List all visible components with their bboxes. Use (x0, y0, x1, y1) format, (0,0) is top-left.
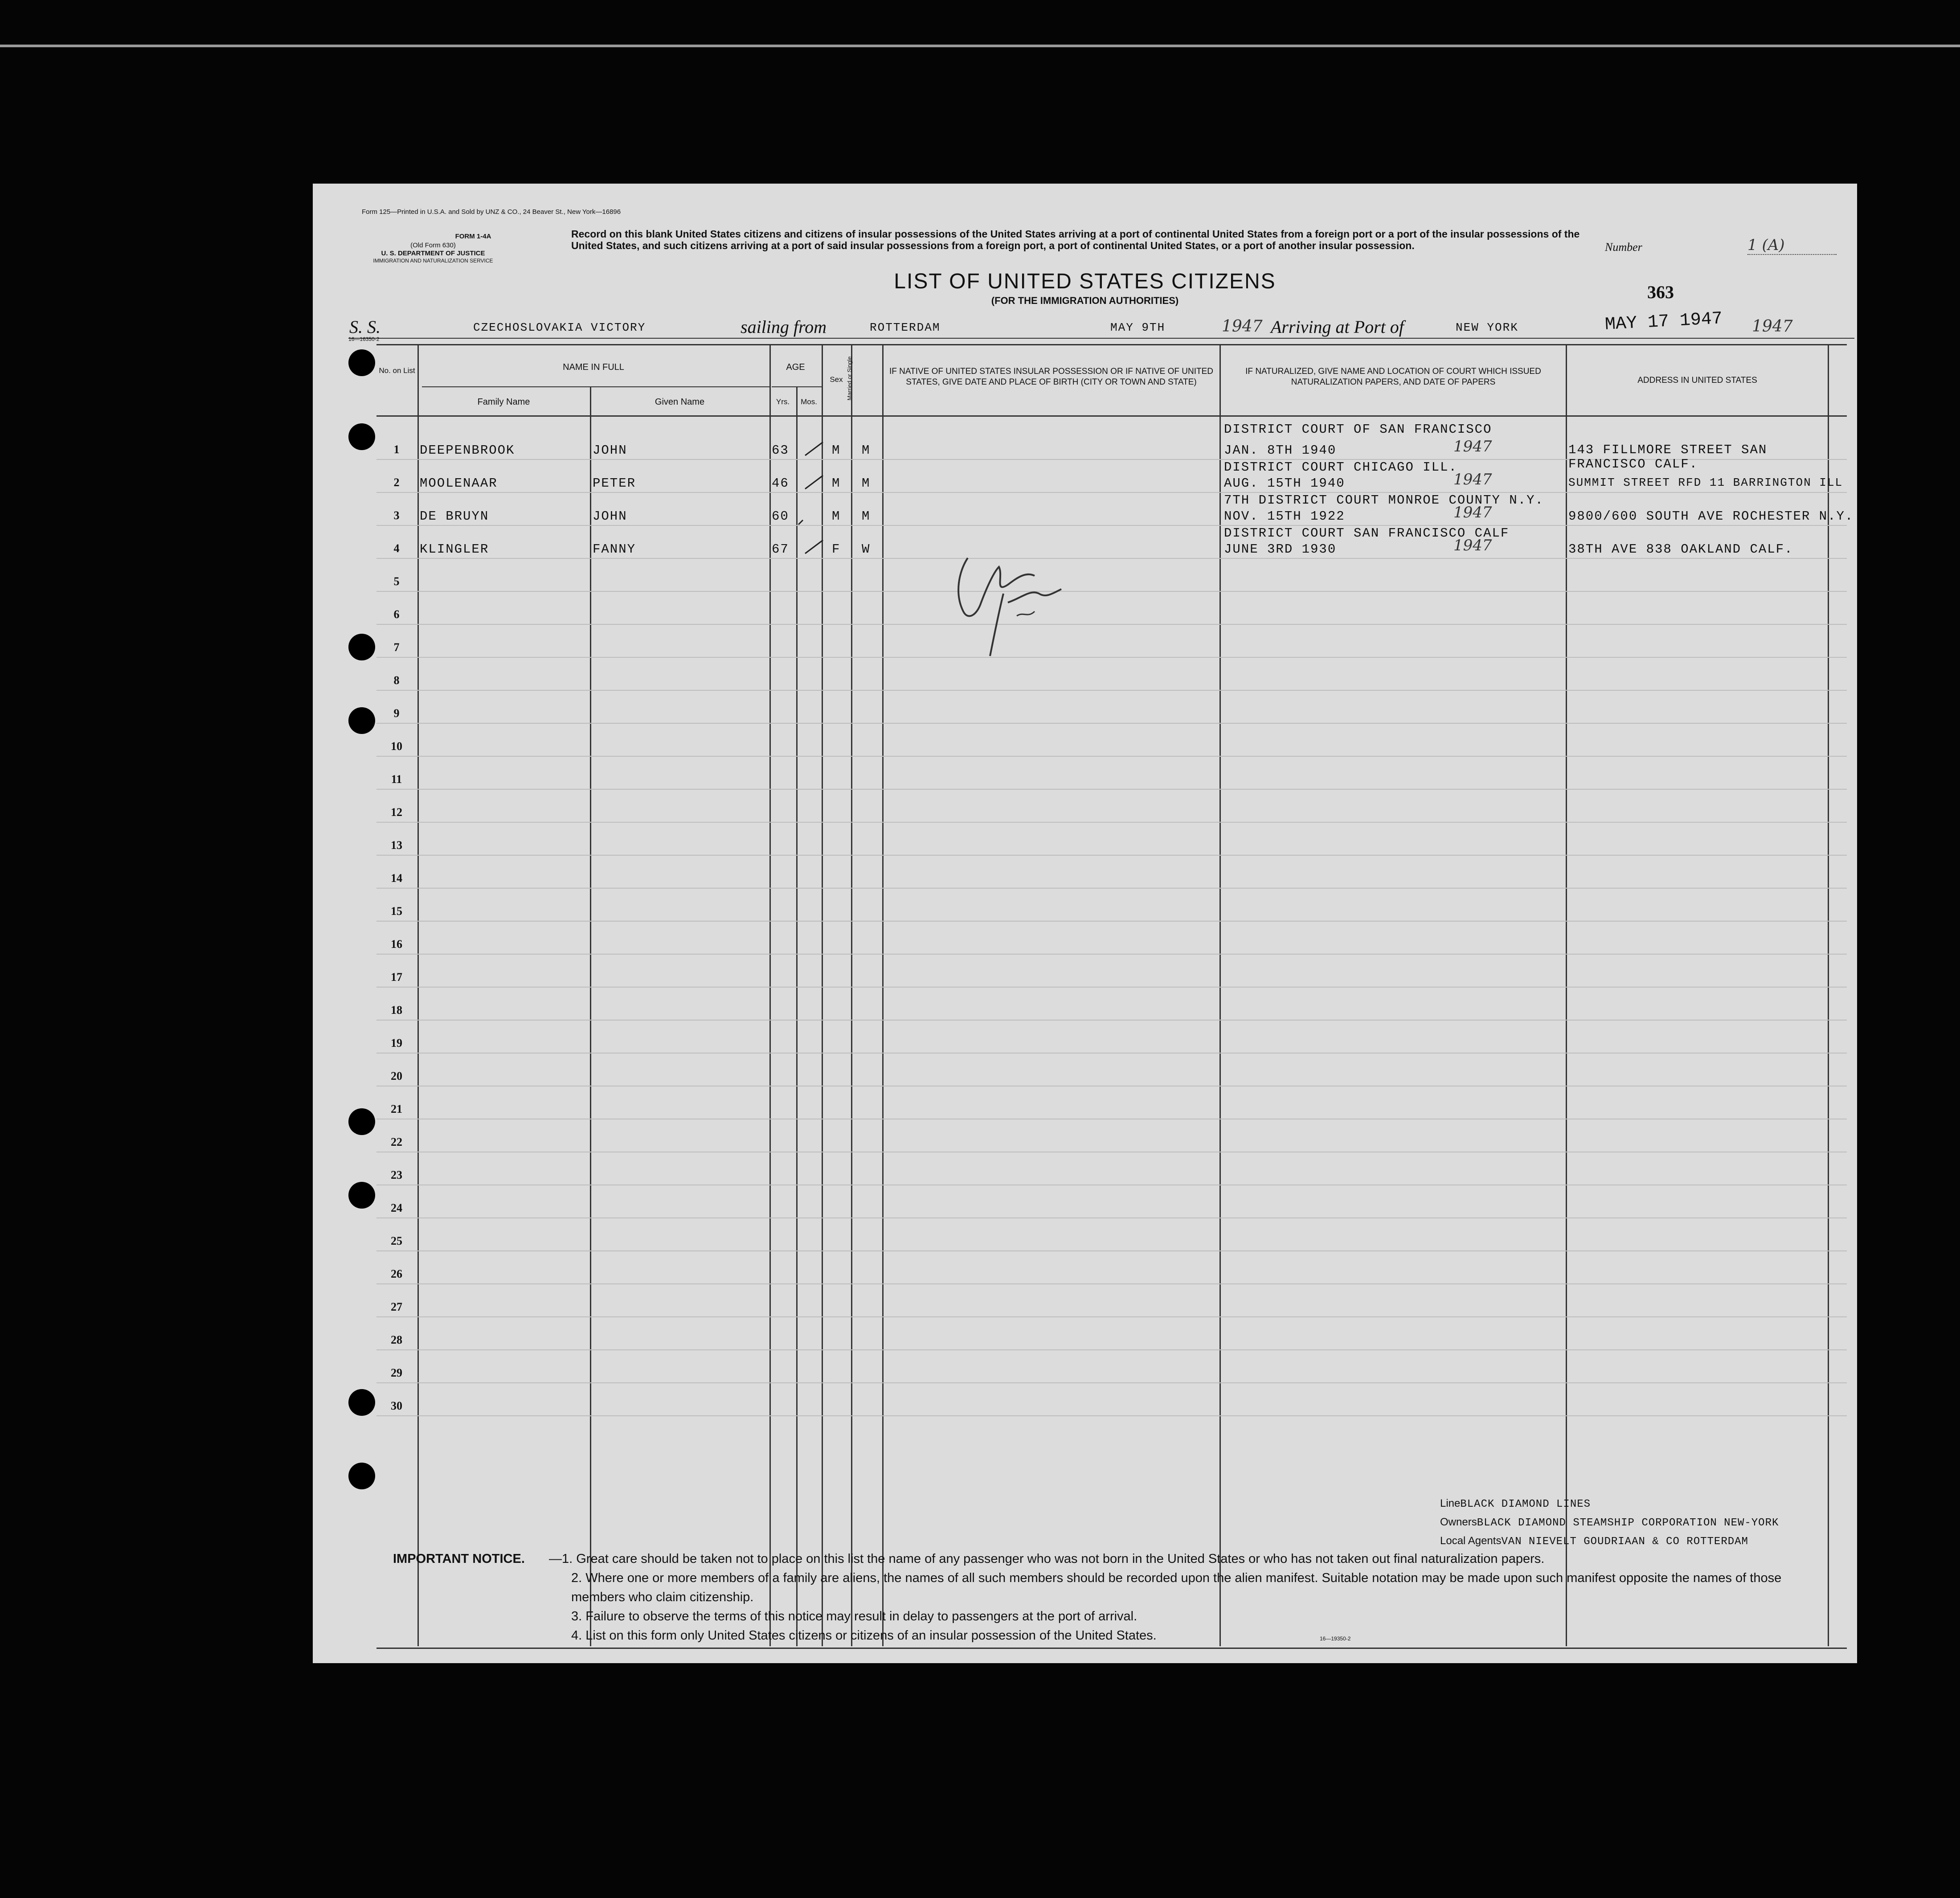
line-number: 5 (393, 575, 400, 588)
ship-name: CZECHOSLOVAKIA VICTORY (473, 321, 646, 334)
line-number: 8 (393, 674, 400, 687)
departure-port: ROTTERDAM (870, 321, 941, 334)
number-value: 1 (A) (1747, 236, 1837, 255)
row-rule (376, 624, 1847, 625)
line-number: 30 (391, 1399, 402, 1412)
line-number: 23 (391, 1168, 402, 1181)
age-years: 67 (772, 542, 789, 557)
local-agents: VAN NIEVELT GOUDRIAAN & CO ROTTERDAM (1501, 1536, 1748, 1548)
steamship-line: BLACK DIAMOND LINES (1460, 1498, 1591, 1510)
given-name: FANNY (593, 542, 636, 557)
line-number: 22 (391, 1136, 402, 1148)
col-no: No. on List (379, 366, 415, 375)
department: U. S. DEPARTMENT OF JUSTICE (381, 250, 485, 257)
line-number: 19 (391, 1037, 402, 1049)
row-rule (376, 756, 1847, 757)
form-number: FORM 1-4A (455, 233, 491, 240)
line-number: 12 (391, 806, 402, 819)
given-name: PETER (593, 476, 636, 491)
departure-date: MAY 9TH (1110, 321, 1166, 334)
line-number: 11 (391, 773, 402, 786)
family-name: DE BRUYN (420, 509, 489, 524)
line-number: 25 (391, 1234, 402, 1247)
punch-hole (348, 707, 375, 734)
old-form: (Old Form 630) (410, 242, 456, 249)
footer-code: 16—19350-2 (1320, 1636, 1351, 1642)
age-years: 63 (772, 443, 789, 458)
row-rule (376, 558, 1847, 559)
given-name: JOHN (593, 443, 627, 458)
line-number: 26 (391, 1267, 402, 1280)
row-rule (376, 525, 1847, 526)
instructions: Record on this blank United States citizens and citizens of insular possessions of the United States arriving at a port of continental United States from a foreign port or a port of the insular possessions of the United States, and such citizens arriving at a port of said insular possessions from a foreign port, a port of continental United States, or a port of another insular possession. (571, 228, 1580, 251)
line-number: 13 (391, 839, 402, 852)
row-rule (376, 657, 1847, 658)
col-mos: Mos. (801, 398, 817, 406)
naturalization-date: JAN. 8TH 1940 (1224, 443, 1337, 458)
row-rule (376, 1382, 1847, 1383)
line-number: 10 (391, 740, 402, 753)
owners: BLACK DIAMOND STEAMSHIP CORPORATION NEW-YORK (1477, 1517, 1779, 1529)
service: IMMIGRATION AND NATURALIZATION SERVICE (373, 258, 493, 264)
naturalization-court: DISTRICT COURT SAN FRANCISCO CALF (1224, 526, 1510, 541)
punch-hole (348, 1182, 375, 1209)
notice-label: IMPORTANT NOTICE. (393, 1552, 525, 1566)
line-number: 6 (393, 608, 400, 621)
age-years: 46 (772, 476, 789, 491)
col-given-name: Given Name (655, 397, 705, 407)
notice-4: 4. List on this form only United States citizens or citizens of an insular possession of the United States. (571, 1628, 1157, 1643)
sex: M (832, 509, 841, 524)
sailing-label: sailing from (741, 317, 827, 337)
arrival-year: 1947 (1752, 317, 1793, 336)
line-number: 24 (391, 1201, 402, 1214)
line-number: 2 (393, 476, 400, 489)
row-rule (376, 591, 1847, 592)
punch-hole (348, 1463, 375, 1489)
line-number: 16 (391, 938, 402, 951)
row-rule (376, 690, 1847, 691)
manifest-sheet (313, 184, 1857, 1663)
naturalization-court: DISTRICT COURT OF SAN FRANCISCO (1224, 422, 1492, 437)
marital-status: M (862, 509, 871, 524)
row-rule (376, 954, 1847, 955)
line-number: 29 (391, 1366, 402, 1379)
departure-year: 1947 (1222, 317, 1263, 336)
row-rule (376, 1415, 1847, 1416)
line-number: 18 (391, 1004, 402, 1017)
page-subtitle: (FOR THE IMMIGRATION AUTHORITIES) (991, 295, 1179, 306)
row-rule (376, 855, 1847, 856)
row-rule (376, 822, 1847, 823)
line-number: 4 (393, 542, 400, 555)
line-number: 9 (393, 707, 400, 720)
col-family-name: Family Name (477, 397, 530, 407)
punch-hole (348, 1389, 375, 1416)
naturalization-date: NOV. 15TH 1922 (1224, 509, 1345, 524)
address: 9800/600 SOUTH AVE ROCHESTER N.Y. (1568, 509, 1854, 524)
line-number: 7 (393, 641, 400, 654)
table-header-rule (376, 415, 1847, 417)
arrival-port: NEW YORK (1456, 321, 1518, 334)
line-number: 14 (391, 872, 402, 885)
punch-hole (348, 423, 375, 450)
row-rule (376, 987, 1847, 988)
notice-2: 2. Where one or more members of a family are aliens, the names of all such members should be recorded upon the alien manifest. Suitable notation may be made upon such manifest opposite the names of those members who claim citizenship. (571, 1571, 1782, 1604)
row-rule (376, 789, 1847, 790)
col-age: AGE (786, 362, 805, 372)
page-number: 363 (1647, 282, 1674, 302)
line-number: 17 (391, 971, 402, 984)
given-name: JOHN (593, 509, 627, 524)
sex: F (832, 542, 841, 557)
passenger-table (376, 344, 1847, 1649)
row-rule (376, 1283, 1847, 1284)
address: SUMMIT STREET RFD 11 BARRINGTON ILL (1568, 476, 1843, 489)
address: 38TH AVE 838 OAKLAND CALF. (1568, 542, 1793, 557)
row-rule (376, 1250, 1847, 1251)
col-naturalized: IF NATURALIZED, GIVE NAME AND LOCATION OF COURT WHICH ISSUED NATURALIZATION PAPERS, AND DATE OF PAPERS (1245, 367, 1541, 387)
col-name-in-full: NAME IN FULL (563, 362, 624, 372)
page-title: LIST OF UNITED STATES CITIZENS (894, 270, 1276, 293)
col-native: IF NATIVE OF UNITED STATES INSULAR POSSESSION OR IF NATIVE OF UNITED STATES, GIVE DATE AND PLACE OF BIRTH (CITY OR TOWN AND STATE) (889, 367, 1213, 387)
margin-note: 1947 (1453, 438, 1492, 455)
family-name: KLINGLER (420, 542, 489, 557)
scanner-edge-line (0, 45, 1960, 47)
family-name: MOOLENAAR (420, 476, 498, 491)
margin-note: 1947 (1453, 504, 1492, 521)
row-rule (376, 888, 1847, 889)
row-rule (376, 1349, 1847, 1350)
col-address: ADDRESS IN UNITED STATES (1637, 376, 1757, 385)
line-number: 3 (393, 509, 400, 522)
address: 143 FILLMORE STREET SAN FRANCISCO CALF. (1568, 443, 1768, 471)
notice-1: —1. Great care should be taken not to place on this list the name of any passenger who was not born in the United States or who has not taken out final naturalization papers. (549, 1552, 1545, 1566)
inspector-signature (950, 545, 1084, 660)
owners-label: Owners (1440, 1516, 1477, 1528)
row-rule (376, 1053, 1847, 1054)
family-name: DEEPENBROOK (420, 443, 515, 458)
marital-status: M (862, 443, 871, 458)
line-number: 21 (391, 1103, 402, 1115)
line-label: Line (1440, 1497, 1461, 1509)
naturalization-court: 7TH DISTRICT COURT MONROE COUNTY N.Y. (1224, 493, 1544, 508)
row-rule (376, 1020, 1847, 1021)
printer-line: Form 125—Printed in U.S.A. and Sold by UNZ & CO., 24 Beaver St., New York—16896 (362, 208, 621, 216)
line-number: 1 (393, 443, 400, 456)
left-code: 16—16350-2 (348, 336, 380, 342)
margin-note: 1947 (1453, 471, 1492, 488)
line-number: 27 (391, 1300, 402, 1313)
col-sex: Sex (830, 375, 843, 384)
ss-label: S. S. (349, 317, 381, 337)
line-number: 20 (391, 1070, 402, 1082)
checkmarks (796, 433, 850, 562)
marital-status: M (862, 476, 871, 491)
age-years: 60 (772, 509, 789, 524)
voyage-underline (348, 338, 1854, 339)
row-rule (376, 1316, 1847, 1317)
notice-3: 3. Failure to observe the terms of this notice may result in delay to passengers at the port of arrival. (571, 1609, 1138, 1623)
naturalization-court: DISTRICT COURT CHICAGO ILL. (1224, 460, 1457, 475)
sex: M (832, 476, 841, 491)
agents-label: Local Agents (1440, 1535, 1502, 1547)
row-rule (376, 723, 1847, 724)
margin-note: 1947 (1453, 537, 1492, 554)
col-married: Married or Single (846, 356, 853, 401)
naturalization-date: JUNE 3RD 1930 (1224, 542, 1337, 557)
marital-status: W (862, 542, 871, 557)
number-label: Number (1605, 241, 1642, 254)
punch-hole (348, 349, 375, 376)
punch-hole (348, 634, 375, 660)
naturalization-date: AUG. 15TH 1940 (1224, 476, 1345, 491)
line-number: 28 (391, 1333, 402, 1346)
punch-hole (348, 1108, 375, 1135)
row-rule (376, 492, 1847, 493)
col-yrs: Yrs. (776, 398, 790, 406)
line-number: 15 (391, 905, 402, 918)
row-rule (376, 921, 1847, 922)
sex: M (832, 443, 841, 458)
arriving-label: Arriving at Port of (1271, 317, 1404, 337)
arrival-stamp: MAY 17 1947 (1604, 309, 1723, 335)
